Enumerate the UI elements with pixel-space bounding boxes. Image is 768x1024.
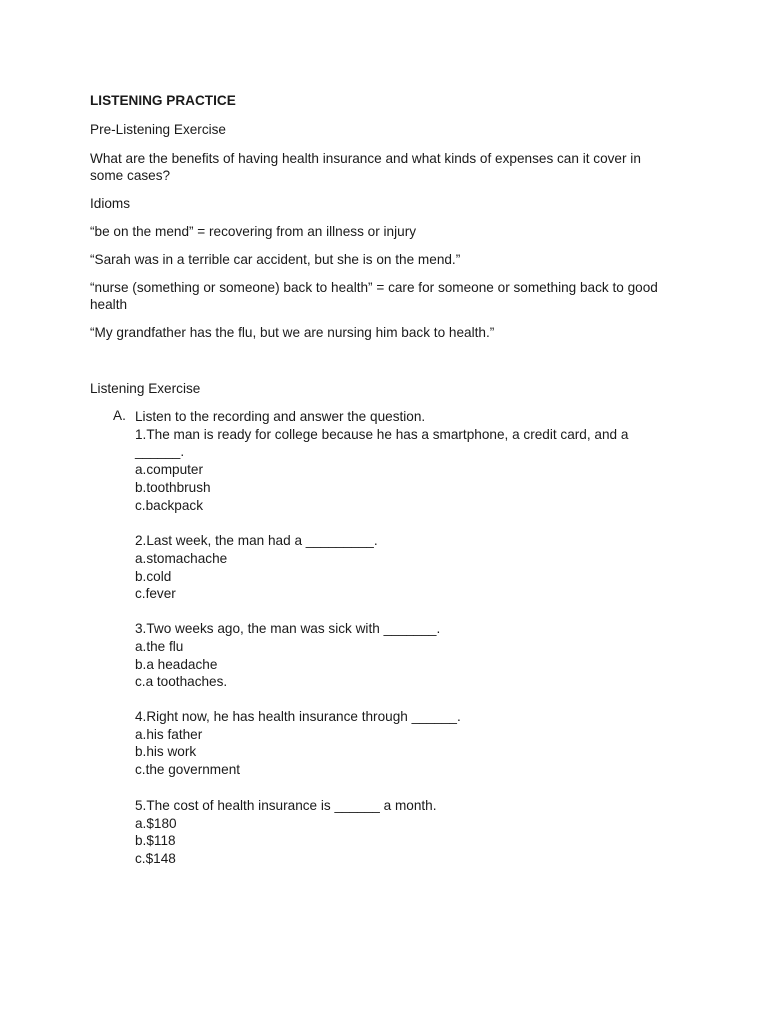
idiom-1-definition: “be on the mend” = recovering from an illness or injury xyxy=(90,224,417,239)
question-5-option-a: a.$180 xyxy=(135,816,177,831)
question-1-option-b: b.toothbrush xyxy=(135,480,211,495)
question-2-option-b: b.cold xyxy=(135,569,172,584)
question-4-text: 4.Right now, he has health insurance through ______. xyxy=(135,709,461,724)
question-5-option-c: c.$148 xyxy=(135,851,176,866)
question-4-option-b: b.his work xyxy=(135,744,197,759)
question-1-text-continued: ______. xyxy=(135,444,185,459)
question-3-option-b: b.a headache xyxy=(135,657,218,672)
idiom-2-example: “My grandfather has the flu, but we are nursing him back to health.” xyxy=(90,325,495,340)
section-a-marker: A. xyxy=(113,408,126,423)
question-3-option-a: a.the flu xyxy=(135,639,184,654)
question-1-text: 1.The man is ready for college because he has a smartphone, a credit card, and a xyxy=(135,427,629,442)
idioms-heading: Idioms xyxy=(90,196,131,211)
question-4-option-a: a.his father xyxy=(135,727,203,742)
question-1-option-c: c.backpack xyxy=(135,498,204,513)
section-a-instruction: Listen to the recording and answer the question. xyxy=(135,409,426,424)
document-title: LISTENING PRACTICE xyxy=(90,93,236,108)
question-3-option-c: c.a toothaches. xyxy=(135,674,228,689)
question-2-option-a: a.stomachache xyxy=(135,551,228,566)
idiom-2-definition-line1: “nurse (something or someone) back to health” = care for someone or something back to good xyxy=(90,280,658,295)
question-1-option-a: a.computer xyxy=(135,462,204,477)
question-2-text: 2.Last week, the man had a _________. xyxy=(135,533,378,548)
pre-listening-question-line2: some cases? xyxy=(90,168,171,183)
idiom-2-definition-line2: health xyxy=(90,297,128,312)
question-3-text: 3.Two weeks ago, the man was sick with _______. xyxy=(135,621,441,636)
pre-listening-heading: Pre-Listening Exercise xyxy=(90,122,226,137)
listening-exercise-heading: Listening Exercise xyxy=(90,381,201,396)
pre-listening-question-line1: What are the benefits of having health insurance and what kinds of expenses can it cover in xyxy=(90,151,641,166)
idiom-1-example: “Sarah was in a terrible car accident, but she is on the mend.” xyxy=(90,252,461,267)
question-5-option-b: b.$118 xyxy=(135,833,176,848)
question-2-option-c: c.fever xyxy=(135,586,176,601)
question-4-option-c: c.the government xyxy=(135,762,241,777)
question-5-text: 5.The cost of health insurance is ______ a month. xyxy=(135,798,437,813)
